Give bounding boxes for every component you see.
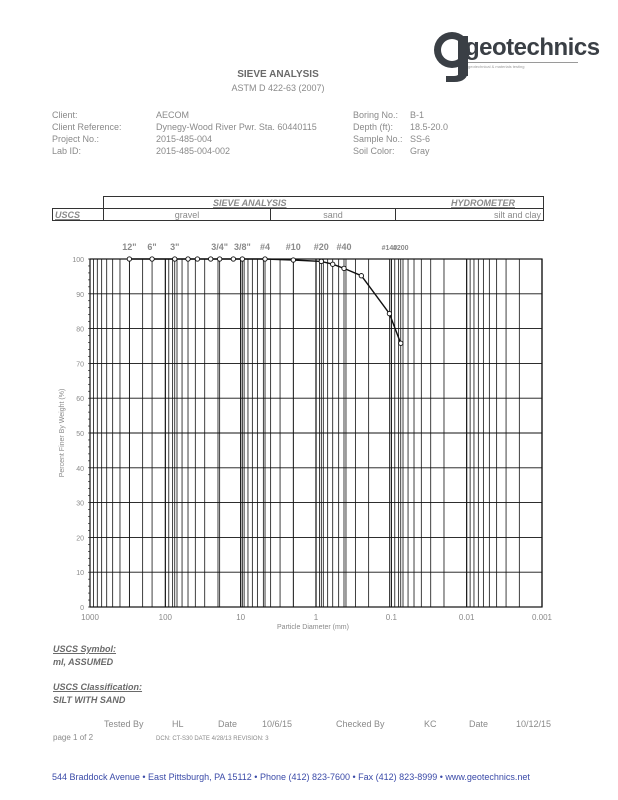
uscs-symbol-label: USCS Symbol: [53, 644, 117, 654]
y-tick-label: 10 [76, 570, 84, 578]
silt-clay-cell: silt and clay [396, 209, 544, 221]
data-point [231, 257, 235, 261]
date2-label: Date [469, 719, 489, 729]
logo-text: geotechnics [465, 34, 600, 61]
data-point [387, 311, 391, 315]
data-point [342, 266, 346, 270]
data-point [331, 262, 335, 266]
data-point [399, 341, 403, 345]
date1-label: Date [218, 719, 238, 729]
sieve-label: 12" [122, 242, 137, 252]
boring-no-label: Boring No.: [353, 110, 399, 120]
sieve-label: #20 [313, 242, 329, 252]
uscs-cell: USCS [53, 209, 104, 221]
y-tick-label: 100 [72, 257, 84, 264]
data-point [208, 257, 212, 261]
chart-grid [88, 259, 542, 607]
data-point [359, 274, 363, 278]
client-label: Client: [52, 110, 78, 120]
data-point [319, 259, 323, 263]
y-tick-label: 70 [76, 361, 84, 369]
standard-ref: ASTM D 422-63 (2007) [231, 83, 325, 93]
x-axis-label: Particle Diameter (mm) [277, 624, 349, 631]
y-tick-label: 0 [80, 605, 84, 612]
document-control-ref: DCN: CT-S30 DATE 4/28/13 REVISION: 3 [156, 736, 269, 742]
x-tick-label: 1000 [81, 613, 99, 622]
y-axis-label: Percent Finer By Weight (%) [59, 388, 66, 478]
y-tick-label: 20 [76, 535, 84, 543]
lab-id-value: 2015-485-004-002 [156, 146, 231, 156]
y-tick-label: 30 [76, 500, 84, 508]
y-tick-label: 90 [76, 291, 84, 299]
data-point [186, 257, 190, 261]
sieve-label: 3" [170, 242, 180, 252]
project-no-value: 2015-485-004 [156, 134, 213, 144]
data-point [263, 257, 267, 261]
sieve-label: 6" [147, 242, 157, 252]
y-tick-label: 80 [76, 326, 84, 334]
depth-label: Depth (ft): [353, 122, 394, 132]
boring-no-value: B-1 [410, 110, 425, 120]
x-tick-label: 0.1 [385, 613, 397, 622]
hydrometer-header: HYDROMETER [396, 197, 544, 209]
x-tick-labels [81, 613, 552, 622]
checked-by-label: Checked By [336, 719, 385, 729]
sample-no-value: SS-6 [410, 134, 431, 144]
soil-color-value: Gray [410, 146, 430, 156]
sieve-label: #4 [260, 242, 271, 252]
soil-color-label: Soil Color: [353, 146, 395, 156]
data-point [291, 258, 295, 262]
x-tick-label: 0.01 [458, 613, 475, 622]
project-no-label: Project No.: [52, 134, 100, 144]
tested-by-label: Tested By [104, 719, 144, 729]
tested-by-value: HL [172, 719, 184, 729]
x-tick-label: 10 [236, 613, 246, 622]
lab-id-label: Lab ID: [52, 146, 82, 156]
gravel-cell: gravel [104, 209, 271, 221]
uscs-symbol-value: ml, ASSUMED [53, 657, 114, 667]
data-point [150, 257, 154, 261]
y-tick-labels [72, 257, 84, 612]
data-point [217, 257, 221, 261]
date1-value: 10/6/15 [262, 719, 293, 729]
data-point [240, 257, 244, 261]
y-tick-label: 60 [76, 396, 84, 404]
x-tick-label: 0.001 [531, 613, 553, 622]
y-tick-label: 40 [76, 465, 84, 473]
sieve-labels [122, 242, 408, 252]
sieve-label: #200 [392, 245, 409, 252]
data-point [173, 257, 177, 261]
page-number: page 1 of 2 [53, 733, 94, 742]
sand-cell: sand [271, 209, 396, 221]
data-point [127, 257, 131, 261]
uscs-classification-label: USCS Classification: [53, 682, 143, 692]
x-tick-label: 1 [313, 613, 319, 622]
sieve-label: #40 [336, 242, 352, 252]
x-tick-label: 100 [158, 613, 173, 622]
footer-address: 544 Braddock Avenue • East Pittsburgh, PA 15112 • Phone (412) 823-7600 • Fax (412) 823-8999 • www.geotechnics.net [52, 772, 530, 782]
sieve-label: #10 [285, 242, 301, 252]
checked-by-value: KC [424, 719, 437, 729]
client-value: AECOM [156, 110, 190, 120]
client-reference-label: Client Reference: [52, 122, 122, 132]
date2-value: 10/12/15 [516, 719, 552, 729]
logo-tagline: geotechnical & materials testing [468, 62, 578, 69]
data-point [195, 257, 199, 261]
sample-no-label: Sample No.: [353, 134, 403, 144]
depth-value: 18.5-20.0 [410, 122, 449, 132]
sieve-analysis-header: SIEVE ANALYSIS [104, 197, 396, 209]
sieve-label: 3/8" [233, 242, 251, 252]
sieve-label: 3/4" [211, 242, 229, 252]
uscs-classification-value: SILT WITH SAND [53, 695, 126, 705]
y-tick-label: 50 [76, 431, 84, 438]
page-title: SIEVE ANALYSIS [237, 69, 319, 80]
client-reference-value: Dynegy-Wood River Pwr. Sta. 60440115 [156, 122, 317, 132]
sieve-label: #140 [381, 245, 398, 252]
